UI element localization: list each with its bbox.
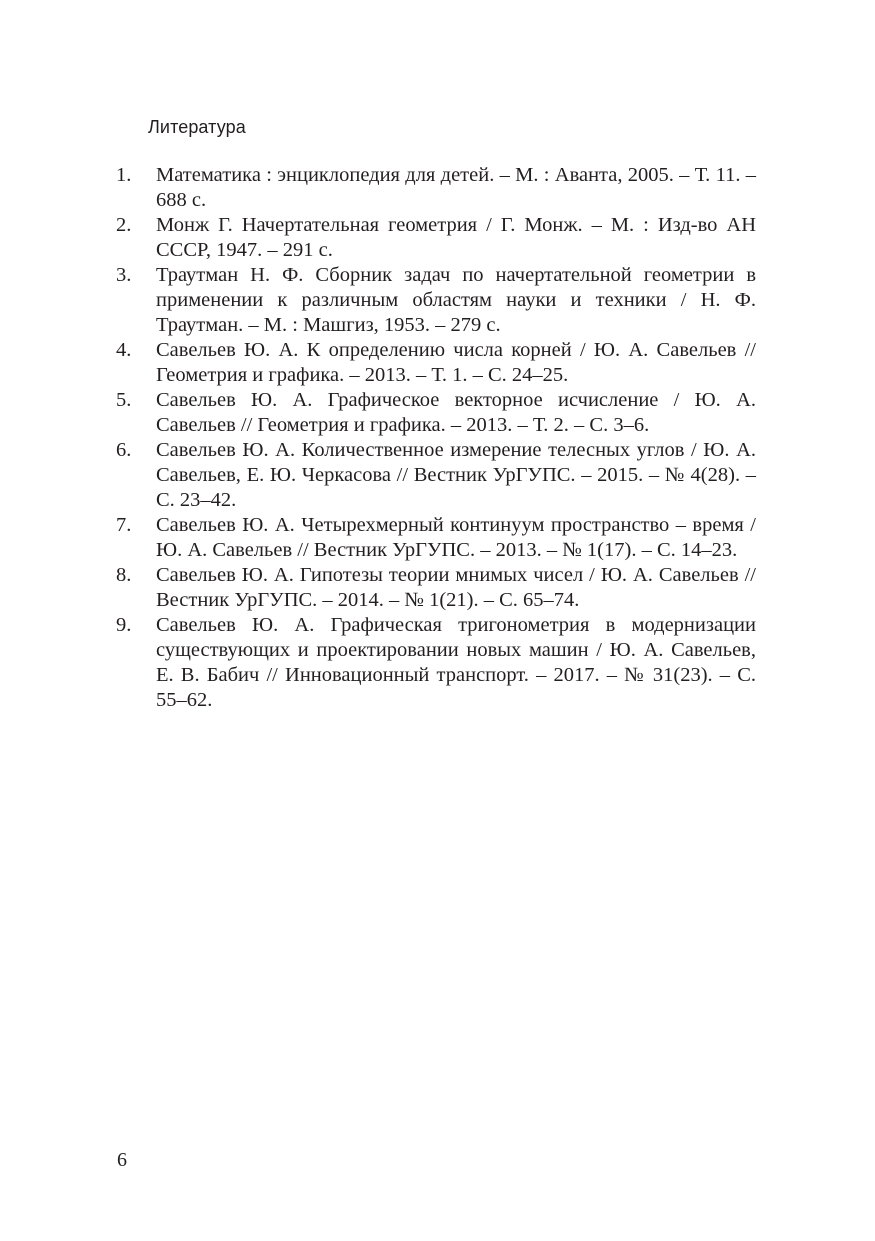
reference-number: 2. bbox=[116, 214, 132, 236]
reference-text: Савельев Ю. А. Графическая тригонометрия в модернизации существующих и проектировании новых машин / Ю. А. Савельев, Е. В. Бабич // Инновационный транспорт. – 2017. – № 31(23). – С. 55–62. bbox=[156, 614, 756, 711]
reference-text: Савельев Ю. А. К определению числа корней / Ю. А. Савельев // Геометрия и графика. – 2013. – Т. 1. – С. 24–25. bbox=[156, 339, 756, 386]
reference-item bbox=[116, 213, 756, 263]
reference-item bbox=[116, 163, 756, 213]
reference-item bbox=[116, 438, 756, 513]
reference-text: Савельев Ю. А. Гипотезы теории мнимых чисел / Ю. А. Савельев // Вестник УрГУПС. – 2014. – № 1(21). – С. 65–74. bbox=[156, 564, 756, 611]
reference-number: 3. bbox=[116, 264, 132, 286]
reference-number: 1. bbox=[116, 164, 132, 186]
reference-item bbox=[116, 388, 756, 438]
reference-text: Савельев Ю. А. Четырехмерный континуум пространство – время / Ю. А. Савельев // Вестник УрГУПС. – 2013. – № 1(17). – С. 14–23. bbox=[156, 514, 756, 561]
page-number: 6 bbox=[117, 1149, 127, 1171]
reference-item bbox=[116, 563, 756, 613]
reference-number: 8. bbox=[116, 564, 132, 586]
reference-number: 4. bbox=[116, 339, 132, 361]
reference-number: 9. bbox=[116, 614, 132, 636]
reference-text: Савельев Ю. А. Графическое векторное исчисление / Ю. А. Савельев // Геометрия и графика. – 2013. – Т. 2. – С. 3–6. bbox=[156, 389, 756, 436]
reference-item bbox=[116, 613, 756, 713]
reference-text: Монж Г. Начертательная геометрия / Г. Монж. – М. : Изд-во АН СССР, 1947. – 291 с. bbox=[156, 214, 756, 261]
reference-text: Математика : энциклопедия для детей. – М. : Аванта, 2005. – Т. 11. – 688 с. bbox=[156, 164, 756, 211]
section-heading: Литература bbox=[148, 117, 246, 137]
reference-number: 7. bbox=[116, 514, 132, 536]
reference-text: Савельев Ю. А. Количественное измерение телесных углов / Ю. А. Савельев, Е. Ю. Черкасова // Вестник УрГУПС. – 2015. – № 4(28). – С. 23–42. bbox=[156, 439, 756, 511]
reference-item bbox=[116, 338, 756, 388]
reference-item bbox=[116, 263, 756, 338]
reference-text: Траутман Н. Ф. Сборник задач по начертательной геометрии в применении к различным областям науки и техники / Н. Ф. Траутман. – М. : Машгиз, 1953. – 279 с. bbox=[156, 264, 756, 336]
reference-item bbox=[116, 513, 756, 563]
reference-number: 5. bbox=[116, 389, 132, 411]
reference-number: 6. bbox=[116, 439, 132, 461]
reference-list bbox=[116, 163, 756, 713]
